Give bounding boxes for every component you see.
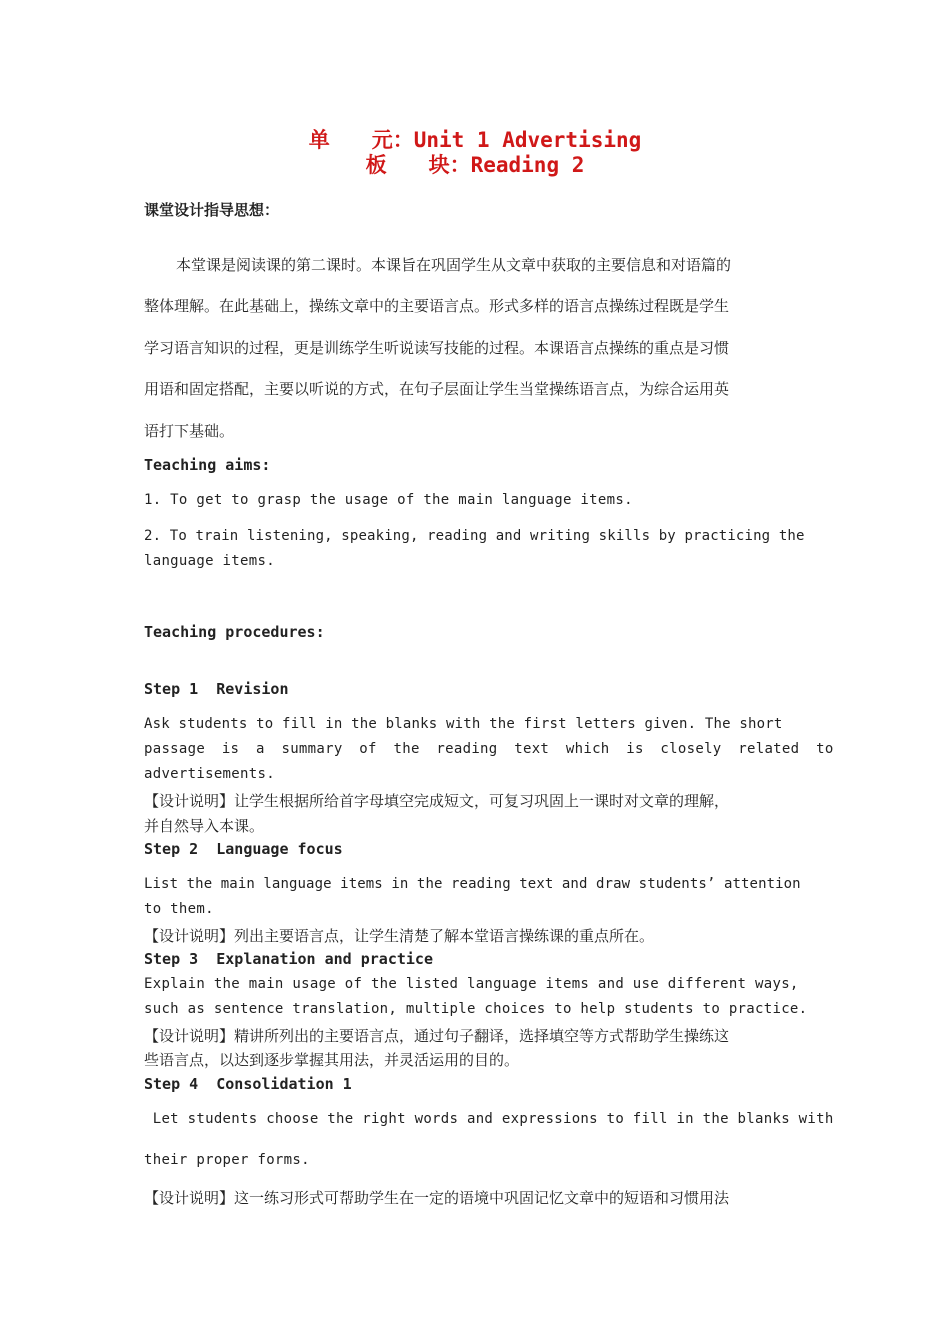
step-4-note: 【设计说明】这一练习形式可帮助学生在一定的语境中巩固记忆文章中的短语和习惯用法 bbox=[144, 1189, 730, 1207]
step-4-text-line-2: their proper forms. bbox=[144, 1152, 310, 1168]
step-1-text-line: Ask students to fill in the blanks with the first letters given. The short bbox=[144, 716, 783, 732]
step-2-note: 【设计说明】列出主要语言点，让学生清楚了解本堂语言操练课的重点所在。 bbox=[144, 927, 655, 945]
step-4-title: Step 4 Consolidation 1 bbox=[144, 1075, 352, 1093]
step-3-text-line: Explain the main usage of the listed language items and use different ways, bbox=[144, 976, 799, 992]
guide-line: 整体理解。在此基础上，操练文章中的主要语言点。形式多样的语言点操练过程既是学生 bbox=[144, 297, 730, 315]
step-2-text-line: List the main language items in the reading text and draw students’ attention bbox=[144, 876, 801, 892]
step-1-note-line: 【设计说明】让学生根据所给首字母填空完成短文，可复习巩固上一课时对文章的理解， bbox=[144, 792, 730, 810]
step-1-text-line: passage is a summary of the reading text which is closely related to bbox=[144, 741, 834, 757]
step-3-title: Step 3 Explanation and practice bbox=[144, 950, 433, 968]
step-2-text-line: to them. bbox=[144, 901, 214, 917]
step-1-note-line: 并自然导入本课。 bbox=[144, 817, 265, 835]
guide-heading: 课堂设计指导思想： bbox=[144, 201, 280, 219]
aim-item-2-line-2: language items. bbox=[144, 553, 275, 569]
step-3-note-line: 些语言点，以达到逐步掌握其用法，并灵活运用的目的。 bbox=[144, 1051, 520, 1069]
section-title: 板 块：Reading 2 bbox=[365, 153, 585, 177]
step-2-title: Step 2 Language focus bbox=[144, 840, 343, 858]
step-3-note-line: 【设计说明】精讲所列出的主要语言点，通过句子翻译，选择填空等方式帮助学生操练这 bbox=[144, 1027, 730, 1045]
procedures-heading: Teaching procedures: bbox=[144, 623, 325, 641]
step-1-text-line: advertisements. bbox=[144, 766, 275, 782]
guide-line: 语打下基础。 bbox=[144, 422, 235, 440]
aim-item-1: 1. To get to grasp the usage of the main language items. bbox=[144, 492, 633, 508]
step-4-text-line-1: Let students choose the right words and expressions to fill in the blanks with bbox=[144, 1111, 834, 1127]
step-3-text-line: such as sentence translation, multiple choices to help students to practice. bbox=[144, 1001, 808, 1017]
guide-line: 本堂课是阅读课的第二课时。本课旨在巩固学生从文章中获取的主要信息和对语篇的 bbox=[176, 256, 732, 274]
aim-item-2-line-1: 2. To train listening, speaking, reading and writing skills by practicing the bbox=[144, 528, 805, 544]
guide-line: 学习语言知识的过程，更是训练学生听说读写技能的过程。本课语言点操练的重点是习惯 bbox=[144, 339, 730, 357]
guide-line: 用语和固定搭配，主要以听说的方式，在句子层面让学生当堂操练语言点，为综合运用英 bbox=[144, 380, 730, 398]
aims-heading: Teaching aims: bbox=[144, 456, 271, 474]
step-1-title: Step 1 Revision bbox=[144, 680, 289, 698]
unit-title: 单 元：Unit 1 Advertising bbox=[308, 128, 642, 152]
